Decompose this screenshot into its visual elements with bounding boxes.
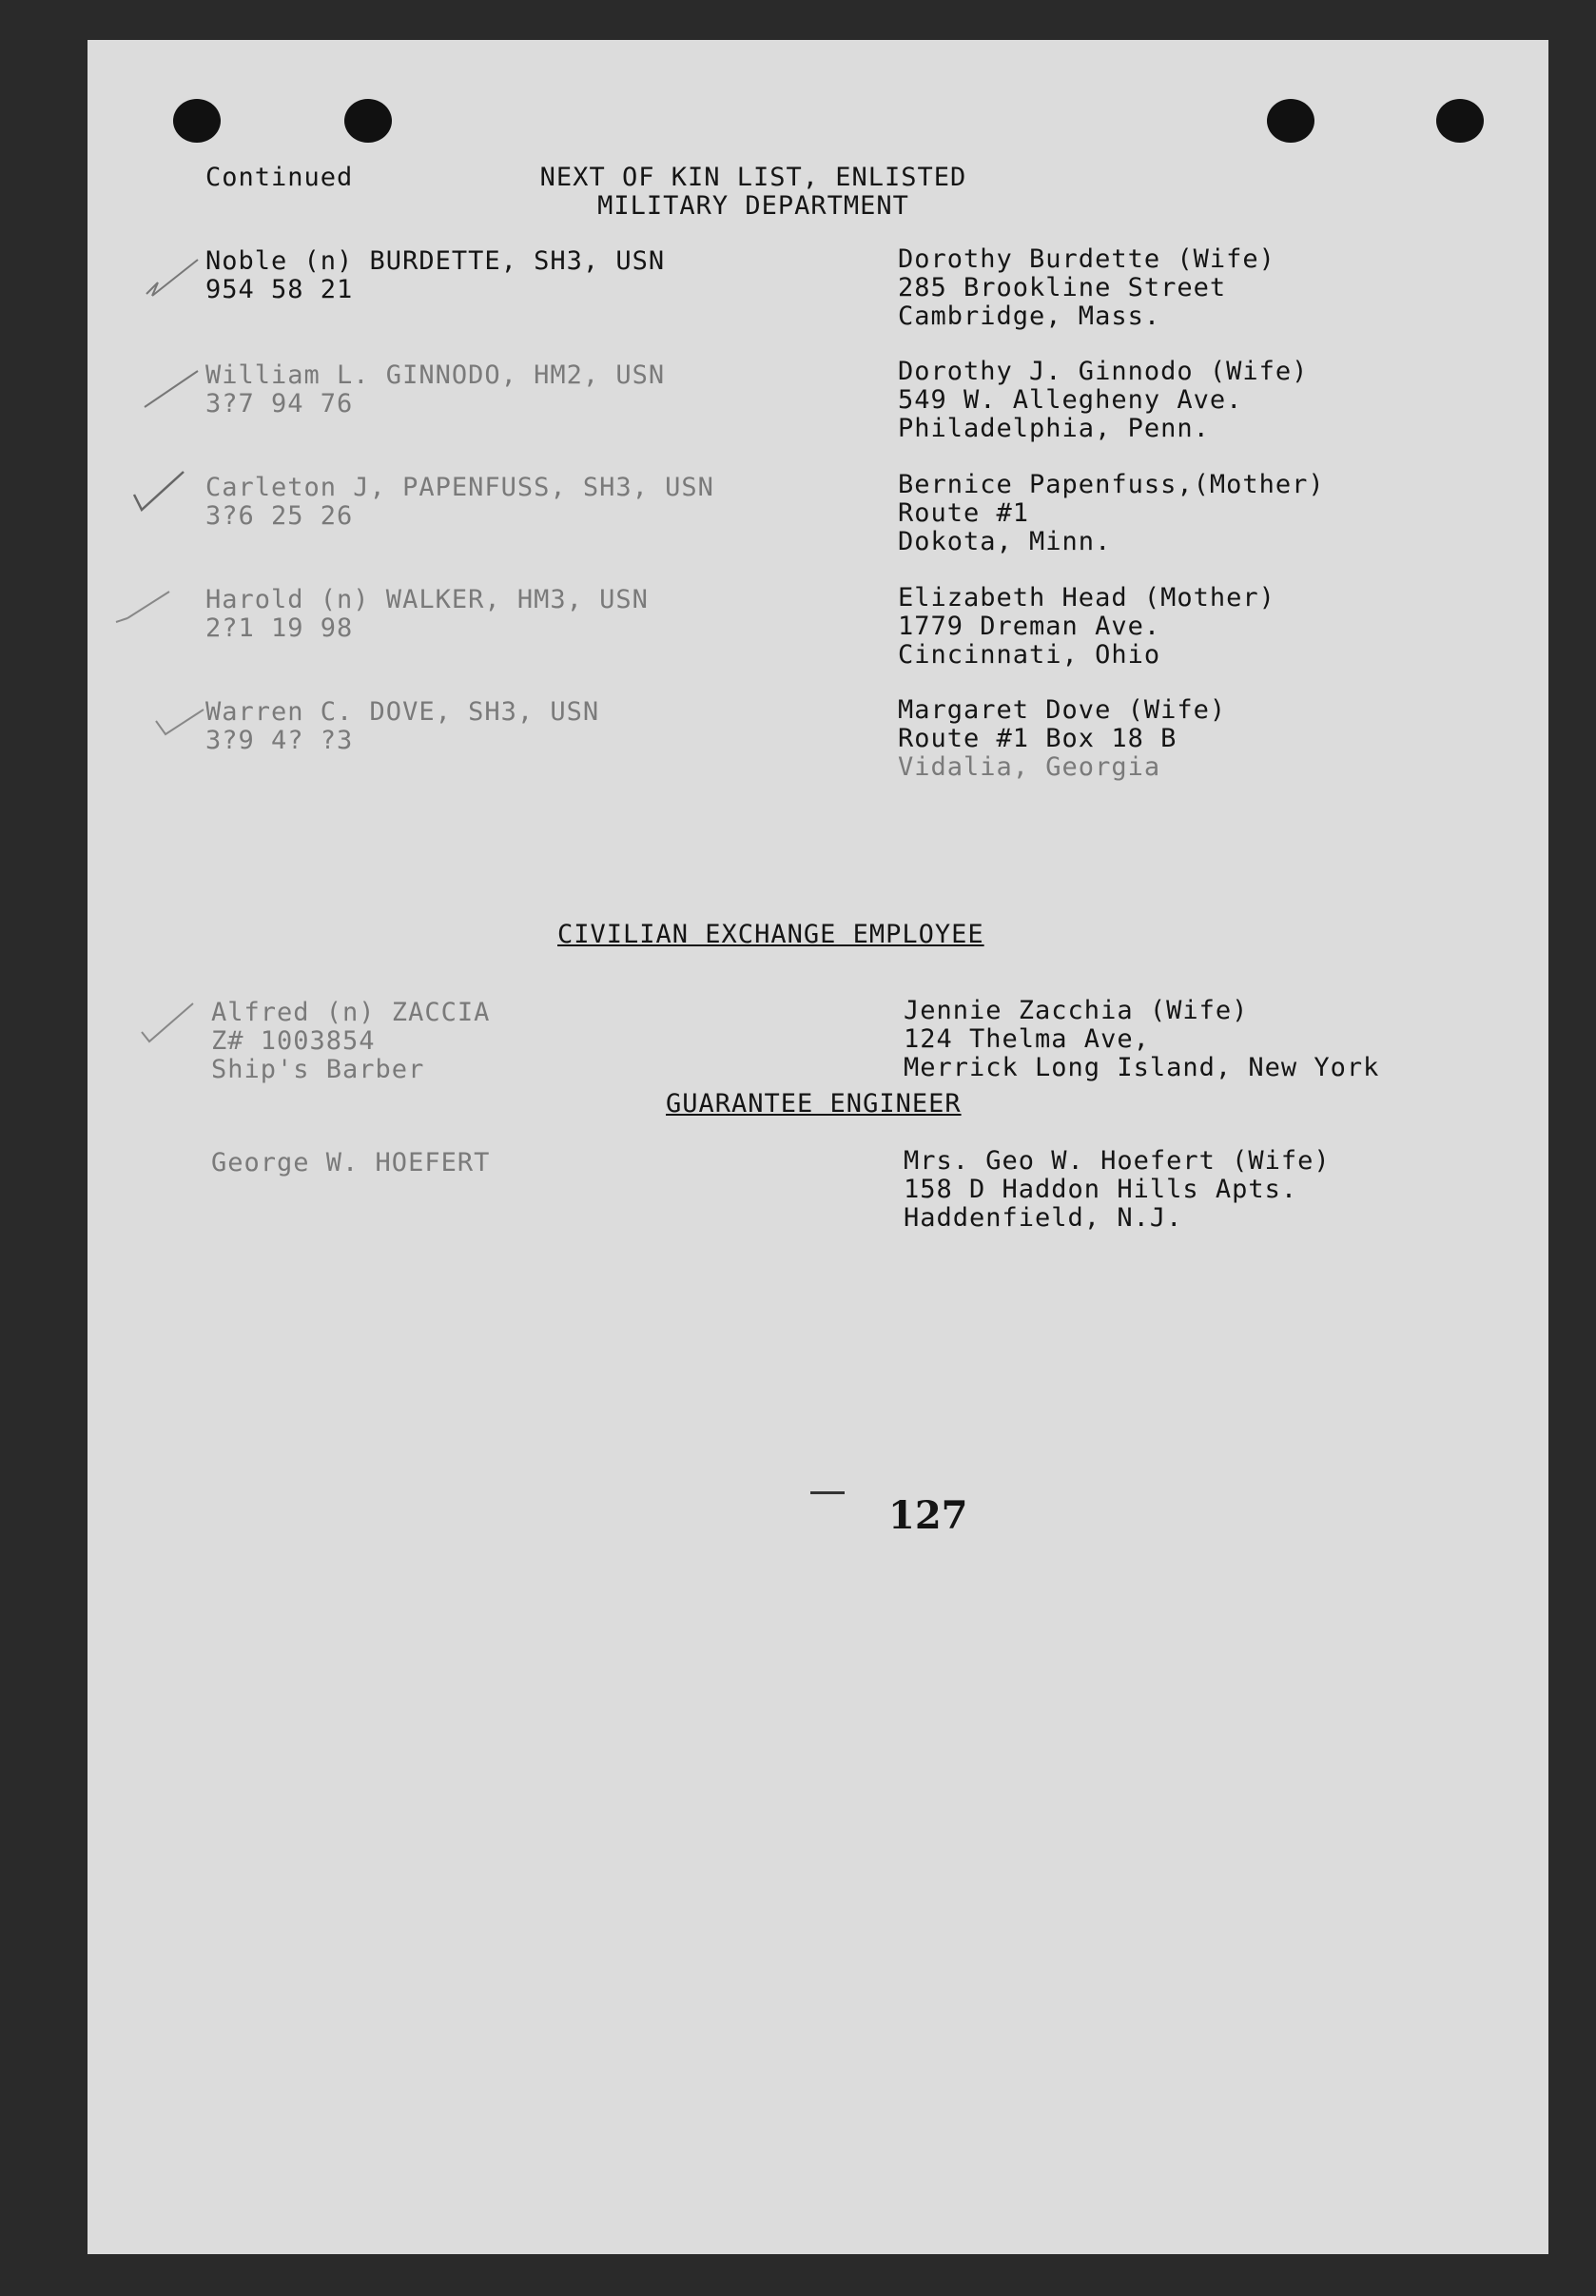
kin-address-line-1: Route #1 Box 18 B: [898, 724, 1178, 753]
kin-name: Margaret Dove (Wife): [898, 695, 1227, 725]
enlisted-service-number: 3?7 94 76: [205, 389, 354, 418]
kin-name: Elizabeth Head (Mother): [898, 583, 1275, 613]
kin-address-line-1: 549 W. Allegheny Ave.: [898, 385, 1243, 415]
kin-name: Dorothy Burdette (Wife): [898, 244, 1275, 274]
kin-address-line-1: 1779 Dreman Ave.: [898, 612, 1161, 641]
kin-address-line-2: Haddenfield, N.J.: [904, 1203, 1183, 1233]
enlisted-service-number: 954 58 21: [205, 275, 354, 304]
enlisted-name: Harold (n) WALKER, HM3, USN: [205, 585, 649, 614]
checkmark-icon: [143, 363, 200, 411]
kin-address-line-1: Route #1: [898, 498, 1030, 528]
enlisted-name: Warren C. DOVE, SH3, USN: [205, 697, 600, 727]
kin-name: Jennie Zacchia (Wife): [904, 996, 1249, 1025]
civilian-id-number: Z# 1003854: [211, 1026, 376, 1056]
kin-address-line-2: Philadelphia, Penn.: [898, 414, 1210, 443]
checkmark-icon: [145, 254, 202, 302]
civilian-occupation: Ship's Barber: [211, 1055, 425, 1084]
punch-hole: [173, 99, 221, 143]
kin-address-line-1: 124 Thelma Ave,: [904, 1024, 1150, 1054]
punch-hole: [1267, 99, 1314, 143]
page-number: 127: [888, 1493, 968, 1538]
kin-address-line-2: Cincinnati, Ohio: [898, 640, 1161, 670]
enlisted-service-number: 3?6 25 26: [205, 501, 354, 531]
checkmark-icon: [140, 996, 197, 1043]
kin-address-line-2: Cambridge, Mass.: [898, 302, 1161, 331]
kin-address-line-1: 285 Brookline Street: [898, 273, 1227, 302]
kin-address-line-2: Merrick Long Island, New York: [904, 1053, 1380, 1082]
civilian-name: Alfred (n) ZACCIA: [211, 998, 491, 1027]
punch-hole: [1436, 99, 1484, 143]
document-page: [88, 40, 1548, 2254]
section-heading-civilian: CIVILIAN EXCHANGE EMPLOYEE: [557, 920, 984, 949]
kin-address-line-2: Vidalia, Georgia: [898, 752, 1161, 782]
checkmark-icon: [114, 580, 171, 628]
kin-address-line-2: Dokota, Minn.: [898, 527, 1112, 556]
kin-name: Bernice Papenfuss,(Mother): [898, 470, 1325, 499]
checkmark-icon: [152, 696, 209, 744]
kin-name: Mrs. Geo W. Hoefert (Wife): [904, 1146, 1331, 1176]
enlisted-name: Carleton J, PAPENFUSS, SH3, USN: [205, 473, 714, 502]
punch-hole: [344, 99, 392, 143]
enlisted-name: William L. GINNODO, HM2, USN: [205, 360, 666, 390]
continued-label: Continued: [205, 163, 354, 192]
kin-address-line-1: 158 D Haddon Hills Apts.: [904, 1175, 1298, 1204]
enlisted-name: Noble (n) BURDETTE, SH3, USN: [205, 246, 666, 276]
enlisted-service-number: 2?1 19 98: [205, 613, 354, 643]
kin-name: Dorothy J. Ginnodo (Wife): [898, 357, 1309, 386]
title-line-2: MILITARY DEPARTMENT: [597, 191, 909, 221]
title-line-1: NEXT OF KIN LIST, ENLISTED: [539, 163, 967, 192]
page-number-dash: [810, 1491, 845, 1494]
section-heading-guarantee: GUARANTEE ENGINEER: [666, 1089, 962, 1119]
enlisted-service-number: 3?9 4? ?3: [205, 726, 354, 755]
checkmark-icon: [130, 466, 187, 514]
engineer-name: George W. HOEFERT: [211, 1148, 491, 1177]
page-title: [516, 164, 991, 221]
